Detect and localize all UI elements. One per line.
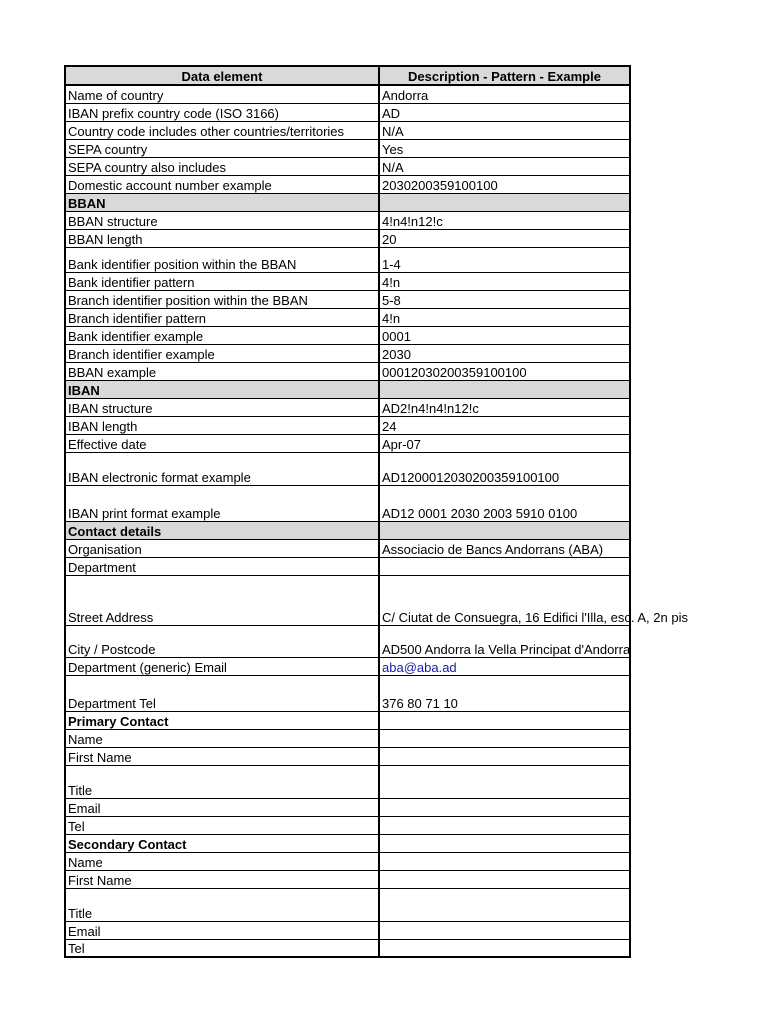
row-label: IBAN structure — [65, 398, 379, 416]
section-row-bban — [65, 193, 630, 211]
table-row — [65, 121, 630, 139]
row-label: Department (generic) Email — [65, 657, 379, 675]
row-value: N/A — [379, 157, 630, 175]
table-row — [65, 157, 630, 175]
row-label: SEPA country — [65, 139, 379, 157]
row-label: City / Postcode — [65, 625, 379, 657]
section-title: BBAN — [65, 193, 379, 211]
row-label: Bank identifier example — [65, 326, 379, 344]
email-link[interactable]: aba@aba.ad — [379, 657, 630, 675]
table-row — [65, 308, 630, 326]
row-label: Title — [65, 888, 379, 921]
table-row — [65, 272, 630, 290]
table-row — [65, 816, 630, 834]
row-label: Organisation — [65, 539, 379, 557]
row-label: Name of country — [65, 85, 379, 103]
row-value: 0001 — [379, 326, 630, 344]
row-label: BBAN example — [65, 362, 379, 380]
row-label: Branch identifier position within the BBAN — [65, 290, 379, 308]
table-row — [65, 211, 630, 229]
table-row — [65, 657, 630, 675]
table-row — [65, 139, 630, 157]
table-row — [65, 557, 630, 575]
section-title: IBAN — [65, 380, 379, 398]
row-value: 376 80 71 10 — [379, 675, 630, 711]
row-label: Email — [65, 921, 379, 939]
table-row — [65, 452, 630, 485]
header-description: Description - Pattern - Example — [379, 66, 630, 85]
row-value: AD2!n4!n4!n12!c — [379, 398, 630, 416]
table-row — [65, 362, 630, 380]
row-label: BBAN structure — [65, 211, 379, 229]
row-label: IBAN length — [65, 416, 379, 434]
table-row — [65, 747, 630, 765]
row-value: 1-4 — [379, 247, 630, 272]
row-label: Bank identifier position within the BBAN — [65, 247, 379, 272]
table-row — [65, 625, 630, 657]
table-row — [65, 434, 630, 452]
row-label: IBAN print format example — [65, 485, 379, 521]
table-row — [65, 398, 630, 416]
table-row — [65, 729, 630, 747]
row-value: 2030200359100100 — [379, 175, 630, 193]
row-label: BBAN length — [65, 229, 379, 247]
row-value: 4!n — [379, 308, 630, 326]
row-label: Name — [65, 852, 379, 870]
table-row — [65, 247, 630, 272]
table-row — [65, 888, 630, 921]
iban-registry-table — [64, 65, 688, 958]
table-row — [65, 939, 630, 957]
table-row — [65, 870, 630, 888]
table-row — [65, 485, 630, 521]
row-label: Effective date — [65, 434, 379, 452]
table-row — [65, 575, 630, 625]
row-value: AD12 0001 2030 2003 5910 0100 — [379, 485, 630, 521]
row-label: Name — [65, 729, 379, 747]
row-value: 20 — [379, 229, 630, 247]
row-value: 4!n4!n12!c — [379, 211, 630, 229]
row-label: Tel — [65, 816, 379, 834]
row-value: 24 — [379, 416, 630, 434]
row-label: IBAN prefix country code (ISO 3166) — [65, 103, 379, 121]
row-value: Yes — [379, 139, 630, 157]
section-title: Contact details — [65, 521, 379, 539]
table-row — [65, 175, 630, 193]
table-row — [65, 416, 630, 434]
section-row-iban — [65, 380, 630, 398]
row-label: Street Address — [65, 575, 379, 625]
primary-contact-heading-row — [65, 711, 630, 729]
row-value: AD500 Andorra la Vella Principat d'Andorra — [379, 625, 630, 657]
row-value: Andorra — [379, 85, 630, 103]
row-label: Branch identifier pattern — [65, 308, 379, 326]
table-row — [65, 675, 630, 711]
secondary-contact-heading: Secondary Contact — [65, 834, 379, 852]
header-row — [65, 66, 630, 85]
header-data-element: Data element — [65, 66, 379, 85]
table-row — [65, 229, 630, 247]
table-row — [65, 326, 630, 344]
table-row — [65, 85, 630, 103]
row-label: Bank identifier pattern — [65, 272, 379, 290]
row-label: Domestic account number example — [65, 175, 379, 193]
row-value: 5-8 — [379, 290, 630, 308]
row-label: First Name — [65, 747, 379, 765]
table-row — [65, 290, 630, 308]
row-label: Title — [65, 765, 379, 798]
row-label: Department Tel — [65, 675, 379, 711]
row-value: 00012030200359100100 — [379, 362, 630, 380]
row-value: 4!n — [379, 272, 630, 290]
row-value: 2030 — [379, 344, 630, 362]
table-row — [65, 798, 630, 816]
row-value: Apr-07 — [379, 434, 630, 452]
row-value: AD1200012030200359100100 — [379, 452, 630, 485]
row-value: C/ Ciutat de Consuegra, 16 Edifici l'Illa, esc. A, 2n pis — [379, 575, 630, 625]
table-row — [65, 103, 630, 121]
table-row — [65, 344, 630, 362]
row-label: SEPA country also includes — [65, 157, 379, 175]
row-label: Tel — [65, 939, 379, 957]
table-row — [65, 765, 630, 798]
row-value: Associacio de Bancs Andorrans (ABA) — [379, 539, 630, 557]
row-value — [379, 557, 630, 575]
primary-contact-heading: Primary Contact — [65, 711, 379, 729]
row-label: Country code includes other countries/territories — [65, 121, 379, 139]
table-row — [65, 539, 630, 557]
row-label: Email — [65, 798, 379, 816]
secondary-contact-heading-row — [65, 834, 630, 852]
table-row — [65, 852, 630, 870]
row-label: First Name — [65, 870, 379, 888]
row-label: Branch identifier example — [65, 344, 379, 362]
row-value: N/A — [379, 121, 630, 139]
table-row — [65, 921, 630, 939]
row-label: IBAN electronic format example — [65, 452, 379, 485]
row-value: AD — [379, 103, 630, 121]
row-label: Department — [65, 557, 379, 575]
section-row-contact — [65, 521, 630, 539]
